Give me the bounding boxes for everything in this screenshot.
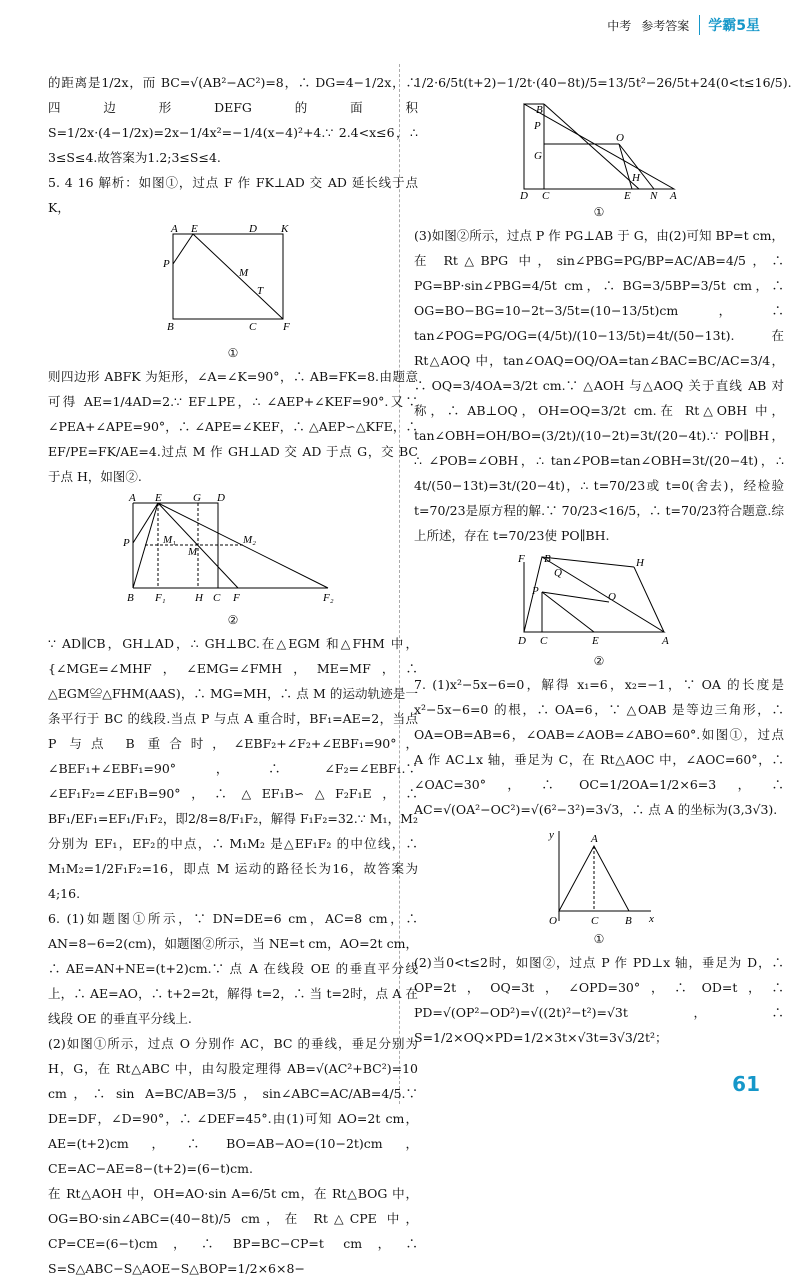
- f1-label: E: [191, 224, 198, 235]
- f5-label: A: [591, 833, 598, 845]
- f4-label: B: [544, 553, 551, 565]
- figure-4-triangle: [514, 552, 684, 652]
- f4-label: C: [540, 635, 548, 647]
- f5-label: B: [625, 915, 632, 927]
- right-paragraph-3: 7. (1)x²−5x−6=0，解得 x₁=6，x₂=−1，∵ OA 的长度是 x²−5x−6=0 的根，∴ OA=6，∵ △OAB 是等边三角形，∴ OA=OB=AB=6，∠OAB=∠AOB=∠ABO=60°.如图①，过点 A 作 AC⊥x 轴，垂足为 C，在 Rt△AOC 中，∠AOC=60°，∴ ∠OAC=30°，∴ OC=1/2OA=1/2×6=3，∴ AC=√(OA²−OC²)=√(6²−3²)=3√3，∴ 点 A 的坐标为(3,3√3).: [414, 677, 784, 817]
- f3-label: D: [520, 190, 528, 202]
- f2-label: E: [155, 493, 162, 504]
- left-paragraph-2: 5. 4 16 解析：如图①，过点 F 作 FK⊥AD 交 AD 延长线于点 K，: [48, 175, 418, 215]
- right-paragraph-4: (2)当0<t≤2时，如图②，过点 P 作 PD⊥x 轴，垂足为 D，∴ OP=2t，OQ=3t，∠OPD=30°，∴ OD=t，∴ PD=√(OP²−OD²)=√((2t)²−t²)=√3t，∴ S=1/2×OQ×PD=1/2×3t×√3t=3√3/2t²；: [414, 955, 784, 1045]
- figure-2-trapezoid: [113, 493, 353, 611]
- f1-label: A: [171, 224, 178, 235]
- f2-label: D: [217, 493, 225, 504]
- right-column: [414, 70, 792, 1050]
- f2-label: M: [188, 546, 198, 558]
- f2-label: F₁: [155, 592, 166, 604]
- f2-label: F₂: [323, 592, 334, 604]
- f4-label: D: [518, 635, 526, 647]
- f1-label: K: [281, 224, 289, 235]
- f5-label: O: [549, 915, 557, 927]
- f5-label: C: [591, 915, 599, 927]
- f4-label: A: [662, 635, 669, 647]
- f1-label: C: [249, 321, 257, 333]
- right-paragraph-2: (3)如图②所示，过点 P 作 PG⊥AB 于 G，由(2)可知 BP=t cm，在 Rt△BPG 中，sin∠PBG=PG/BP=AC/AB=4/5，∴ PG=BP·sin∠PBG=4/5t cm，∴ BG=3/5BP=3/5t cm，∴ OG=BO−BG=10−2t−3/5t=(10−13/5t)cm，∴ tan∠POG=PG/OG=(4/5t)/(10−13/5t)=4t/(50−13t).在 Rt△AOQ 中，tan∠OAQ=OQ/OA=tan∠BAC=BC/AC=3/4，∴ OQ=3/4OA=3/2t cm.∵ △AOH 与△AOQ 关于直线 AB 对称，∴ AB⊥OQ，OH=OQ=3/2t cm.在 Rt△OBH 中，tan∠OBH=OH/BO=(3/2t)/(10−2t)=3t/(20−4t).∵ PO∥BH，∴ ∠POB=∠OBH，∴ tan∠POB=tan∠OBH=3t/(20−4t)，∴ 4t/(50−13t)=3t/(20−4t)，∴ t=70/23或 t=0(舍去)，经检验 t=70/23是原方程的解.∵ 70/23<16/5，∴ t=70/23符合题意.综上所述，存在 t=70/23使 PO∥BH.: [414, 228, 784, 543]
- f3-label: E: [624, 190, 631, 202]
- f1-label: T: [257, 285, 264, 297]
- left-paragraph-4: ∵ AD∥CB，GH⊥AD，∴ GH⊥BC.在△EGM 和△FHM 中，{∠MGE=∠MHF，∠EMG=∠FMH，ME=MF，∴ △EGM≌△FHM(AAS)，∴ MG=MH，∴ 点 M 的运动轨迹是一条平行于 BC 的线段.当点 P 与点 A 重合时，BF₁=AE=2，当点 P 与点 B 重合时，∠EBF₂+∠F₂+∠EBF₁=90°，∠BEF₁+∠EBF₁=90°，∴ ∠F₂=∠EBF₁.∵ ∠EF₁F₂=∠EF₁B=90°，∴ △EF₁B∽△F₂F₁E，∴ BF₁/EF₁=EF₁/F₁F₂，即2/8=8/F₁F₂，解得 F₁F₂=32.∵ M₁，M₂ 分别为 EF₁，EF₂的中点，∴ M₁M₂ 是△EF₁F₂ 的中位线，∴ M₁M₂=1/2F₁F₂=16，即点 M 运动的路径长为16，故答案为4;16.: [48, 636, 418, 901]
- f2-label: G: [193, 493, 201, 504]
- left-paragraph-3: 则四边形 ABFK 为矩形，∠A=∠K=90°，∴ AB=FK=8.由题意可得 AE=1/4AD=2.∵ EF⊥PE，∴ ∠AEP+∠KEF=90°.又∵ ∠PEA+∠APE=90°，∴ ∠APE=∠KEF，∴ △AEP∽△KFE，∴ EF/PE=FK/AE=4.过点 M 作 GH⊥AD 交 AD 于点 G，交 BC 于点 H，如图②.: [48, 369, 418, 484]
- figure-3-caption: ①: [593, 205, 605, 219]
- figure-2-caption: ②: [227, 613, 239, 627]
- page-number: 61: [732, 1072, 760, 1096]
- header-brand: 学霸5星: [699, 15, 760, 35]
- f3-label: H: [632, 172, 640, 184]
- f4-label: H: [636, 557, 644, 569]
- f1-label: D: [249, 224, 257, 235]
- figure-1-caption: ①: [227, 346, 239, 360]
- figure-1-rectangle: [153, 224, 313, 344]
- f2-label: M₁: [163, 534, 176, 546]
- header-exam: 中考: [607, 18, 632, 33]
- f3-label: A: [670, 190, 677, 202]
- f3-label: B: [536, 104, 543, 116]
- f5-label: x: [649, 913, 654, 925]
- f1-label: P: [163, 258, 170, 270]
- figure-3-triangle: [514, 99, 684, 203]
- f1-label: F: [283, 321, 290, 333]
- f2-label: F: [233, 592, 240, 604]
- f2-label: H: [195, 592, 203, 604]
- f5-label: y: [549, 829, 554, 841]
- f4-label: F: [518, 553, 525, 565]
- f2-label: C: [213, 592, 221, 604]
- left-paragraph-6: (2)如图①所示，过点 O 分别作 AC，BC 的垂线，垂足分别为 H，G，在 Rt△ABC 中，由勾股定理得 AB=√(AC²+BC²)=10 cm，∴ sin A=BC/AB=3/5，sin∠ABC=AC/AB=4/5.∵ DE=DF，∠D=90°，∴ ∠DEF=45°.由(1)可知 AO=2t cm，AE=(t+2)cm，∴ BO=AB−AO=(10−2t)cm，CE=AC−AE=8−(t+2)=(6−t)cm.: [48, 1036, 418, 1176]
- figure-4-caption: ②: [593, 654, 605, 668]
- f3-label: P: [534, 120, 541, 132]
- left-column: [48, 70, 418, 1281]
- f3-label: G: [534, 150, 542, 162]
- header-answers: 参考答案: [641, 18, 690, 33]
- f4-label: P: [532, 585, 539, 597]
- f4-label: O: [608, 591, 616, 603]
- left-paragraph-7: 在 Rt△AOH 中，OH=AO·sin A=6/5t cm，在 Rt△BOG 中，OG=BO·sin∠ABC=(40−8t)/5 cm，在 Rt△CPE 中，CP=CE=(6−t)cm，∴ BP=BC−CP=t cm，∴ S=S△ABC−S△AOE−S△BOP=1/2×6×8−: [48, 1186, 418, 1276]
- f2-label: M₂: [243, 534, 256, 546]
- f2-label: A: [129, 493, 136, 504]
- f2-label: P: [123, 537, 130, 549]
- right-paragraph-1: 1/2·6/5t(t+2)−1/2t·(40−8t)/5=13/5t²−26/5t+24(0<t≤16/5).: [414, 75, 792, 90]
- f3-label: O: [616, 132, 624, 144]
- f1-label: M: [239, 267, 249, 279]
- f3-label: N: [650, 190, 658, 202]
- page-header: [607, 14, 760, 36]
- f4-label: Q: [554, 567, 562, 579]
- figure-5-caption: ①: [593, 932, 605, 946]
- f3-label: C: [542, 190, 550, 202]
- figure-5-axes: [539, 826, 659, 930]
- f1-label: B: [167, 321, 174, 333]
- left-paragraph-1: 的距离是1/2x，而 BC=√(AB²−AC²)=8，∴ DG=4−1/2x，∴ 四边形DEFG的面积 S=1/2x·(4−1/2x)=2x−1/4x²=−1/4(x−4)²+4.∵ 2.4<x≤6，∴ 3≤S≤4.故答案为1.2;3≤S≤4.: [48, 75, 418, 165]
- left-paragraph-5: 6. (1)如题图①所示，∵ DN=DE=6 cm，AC=8 cm，∴ AN=8−6=2(cm)，如题图②所示，当 NE=t cm，AO=2t cm，∴ AE=AN+NE=(t+2)cm.∵ 点 A 在线段 OE 的垂直平分线上，∴ AE=AO，∴ t+2=2t，解得 t=2，∴ 当 t=2时，点 A 在线段 OE 的垂直平分线上.: [48, 911, 418, 1026]
- f2-label: B: [127, 592, 134, 604]
- f4-label: E: [592, 635, 599, 647]
